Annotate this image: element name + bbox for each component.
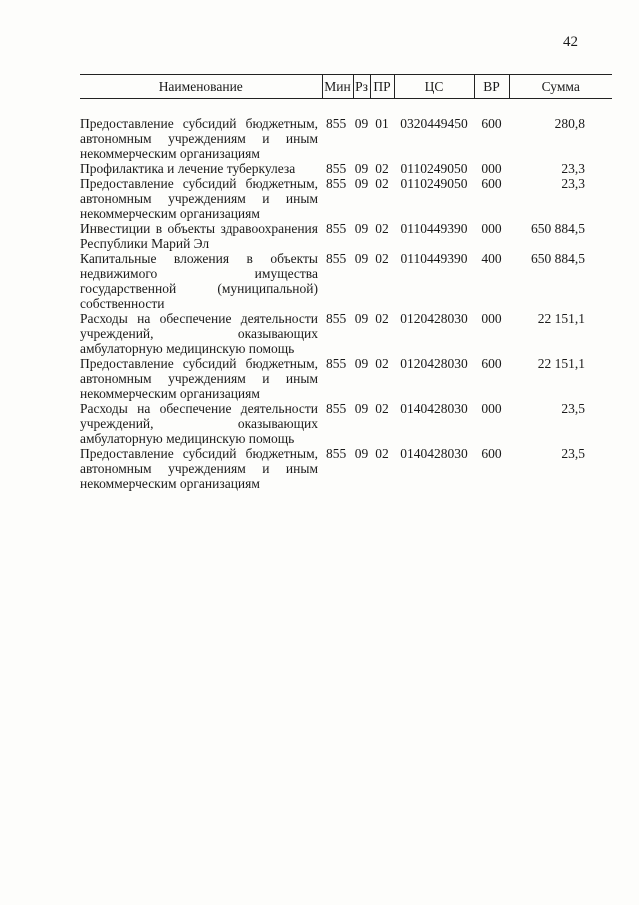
row-cs: 0140428030 [400,401,468,416]
row-rz: 09 [354,311,369,326]
row-min: 855 [326,356,347,371]
row-cs: 0110449390 [400,251,468,266]
row-name: Предоставление субсидий бюджетным, автономным учреждениям и иным некоммерческим организациям [80,356,318,401]
row-vr: 000 [481,401,502,416]
row-cs: 0110449390 [400,221,468,236]
table-row [80,116,612,161]
row-vr: 600 [481,356,502,371]
row-cs: 0120428030 [400,311,468,326]
row-min: 855 [326,161,347,176]
row-rz: 09 [354,161,369,176]
row-pr: 02 [375,221,389,236]
row-name: Инвестиции в объекты здравоохранения Республики Марий Эл [80,221,318,251]
row-sum: 280,8 [554,116,585,131]
row-pr: 02 [375,176,389,191]
header-vr: ВР [474,75,509,99]
row-sum: 23,3 [561,176,585,191]
row-vr: 000 [481,311,502,326]
table-row [80,311,612,356]
row-min: 855 [326,176,347,191]
row-cs: 0120428030 [400,356,468,371]
row-cs: 0110249050 [400,161,468,176]
row-pr: 02 [375,356,389,371]
row-min: 855 [326,221,347,236]
row-min: 855 [326,116,347,131]
row-pr: 02 [375,446,389,461]
row-pr: 01 [375,116,389,131]
row-cs: 0320449450 [400,116,468,131]
row-pr: 02 [375,311,389,326]
row-cs: 0140428030 [400,446,468,461]
row-vr: 600 [481,176,502,191]
page-number: 42 [563,34,578,50]
row-sum: 22 151,1 [537,356,585,371]
header-rz: Рз [353,75,370,99]
row-min: 855 [326,251,347,266]
row-rz: 09 [354,176,369,191]
header-cs: ЦС [394,75,474,99]
row-min: 855 [326,446,347,461]
row-name: Капитальные вложения в объекты недвижимого имущества государственной (муниципальной) собственности [80,251,318,311]
row-rz: 09 [354,221,369,236]
row-min: 855 [326,401,347,416]
row-sum: 650 884,5 [531,221,585,236]
row-sum: 22 151,1 [537,311,585,326]
row-vr: 000 [481,221,502,236]
table-row [80,446,612,491]
row-pr: 02 [375,251,389,266]
header-pr: ПР [370,75,394,99]
header-name: Наименование [80,75,322,99]
header-min: Мин [322,75,353,99]
row-sum: 23,5 [561,401,585,416]
row-cs: 0110249050 [400,176,468,191]
table-row [80,221,612,251]
row-min: 855 [326,311,347,326]
table-row [80,356,612,401]
row-vr: 000 [481,161,502,176]
row-name: Расходы на обеспечение деятельности учреждений, оказывающих амбулаторную медицинскую помощь [80,401,318,446]
row-rz: 09 [354,356,369,371]
row-rz: 09 [354,251,369,266]
header-sum: Сумма [509,75,612,99]
row-rz: 09 [354,401,369,416]
row-vr: 600 [481,446,502,461]
row-sum: 650 884,5 [531,251,585,266]
row-sum: 23,3 [561,161,585,176]
table-row [80,251,612,311]
row-name: Профилактика и лечение туберкулеза [80,161,296,176]
row-name: Расходы на обеспечение деятельности учреждений, оказывающих амбулаторную медицинскую помощь [80,311,318,356]
row-rz: 09 [354,446,369,461]
row-pr: 02 [375,161,389,176]
row-pr: 02 [375,401,389,416]
budget-table [80,74,612,491]
table-row [80,176,612,221]
row-name: Предоставление субсидий бюджетным, автономным учреждениям и иным некоммерческим организациям [80,116,318,161]
table-row [80,401,612,446]
row-sum: 23,5 [561,446,585,461]
table-row [80,161,612,176]
row-vr: 400 [481,251,502,266]
row-name: Предоставление субсидий бюджетным, автономным учреждениям и иным некоммерческим организациям [80,446,318,491]
row-name: Предоставление субсидий бюджетным, автономным учреждениям и иным некоммерческим организациям [80,176,318,221]
row-vr: 600 [481,116,502,131]
row-rz: 09 [354,116,369,131]
table-header-row [80,75,612,99]
